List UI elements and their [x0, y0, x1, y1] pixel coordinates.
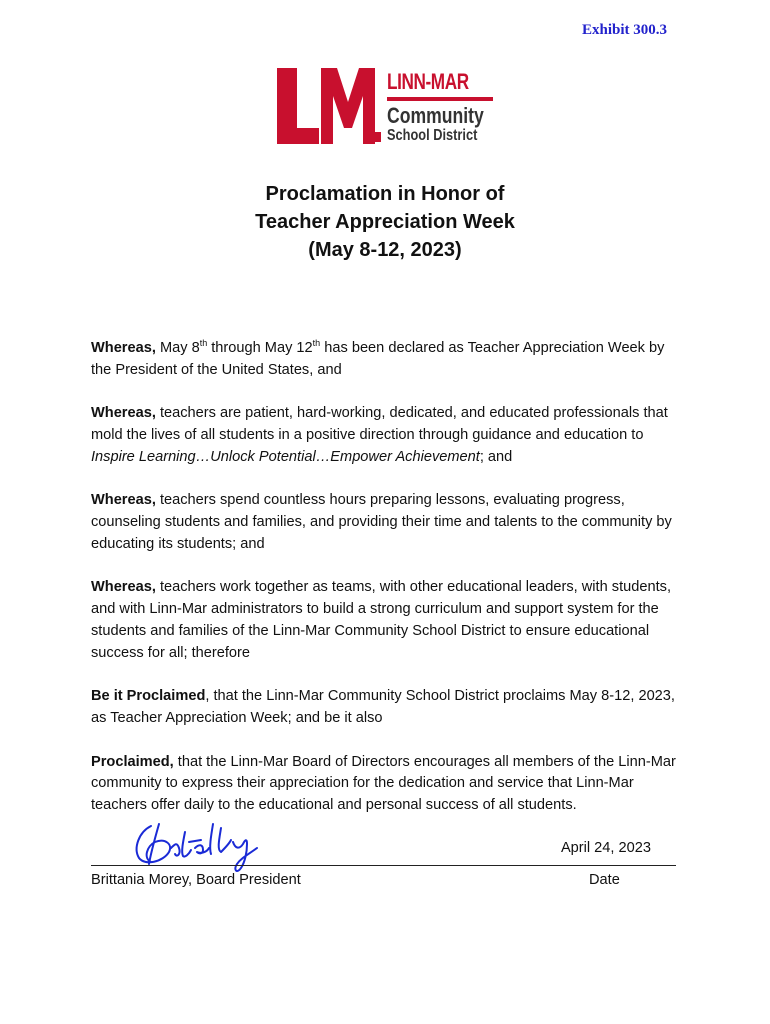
logo-text-school-district: School District	[387, 127, 478, 144]
motto-text: Inspire Learning…Unlock Potential…Empower Achievement	[91, 448, 480, 465]
paragraph-text: teachers are patient, hard-working, dedicated, and educated professionals that mold the lives of all students in a positive direction through guidance and education to	[91, 405, 668, 443]
superscript: th	[199, 338, 208, 348]
paragraph-text: through May 12	[207, 339, 313, 356]
lead-word: Whereas,	[91, 339, 156, 356]
paragraph-text: that the Linn-Mar Board of Directors encourages all members of the Linn-Mar community to express their appreciation for the dedication and service that Linn-Mar teachers offer daily to the educational and personal success of all students.	[91, 753, 676, 814]
paragraph-text: teachers spend countless hours preparing lessons, evaluating progress, counseling students and families, and providing their time and talents to the community by educating its students; and	[91, 492, 672, 552]
signature-date: April 24, 2023	[560, 840, 651, 856]
proclamation-title	[0, 180, 770, 264]
proclamation-body	[91, 333, 681, 839]
paragraph-text: May 8	[155, 339, 200, 356]
title-line-2: Teacher Appreciation Week	[255, 211, 515, 233]
lead-word: Whereas,	[91, 492, 156, 509]
title-line-3: (May 8-12, 2023)	[308, 239, 462, 261]
title-line-1: Proclamation in Honor of	[265, 183, 505, 205]
paragraph-whereas-2	[91, 403, 681, 468]
paragraph-be-it-proclaimed	[91, 686, 681, 729]
lm-monogram-logo	[275, 66, 383, 146]
lead-word: Proclaimed,	[91, 753, 174, 770]
district-logo	[275, 66, 497, 148]
paragraph-text: has been declared as Teacher Appreciation Week by the President of the United States, and	[91, 339, 665, 378]
date-label: Date	[589, 872, 620, 888]
signer-name: Brittania Morey, Board President	[91, 872, 301, 888]
lead-word: Be it Proclaimed	[91, 688, 206, 705]
superscript: th	[312, 338, 321, 348]
signature-block	[91, 820, 676, 900]
signature-line	[91, 865, 676, 866]
paragraph-proclaimed	[91, 752, 681, 817]
paragraph-whereas-1	[91, 333, 681, 381]
paragraph-text: ; and	[479, 448, 513, 465]
paragraph-text: teachers work together as teams, with other educational leaders, with students, and with Linn-Mar administrators to build a strong curriculum and support system for the students and families of the Linn-Mar Community School District to ensure educational success for all; therefore	[91, 579, 671, 661]
logo-text-community: Community	[387, 103, 484, 128]
lead-word: Whereas,	[91, 579, 156, 596]
paragraph-whereas-3	[91, 490, 681, 555]
paragraph-text: , that the Linn-Mar Community School District proclaims May 8-12, 2023, as Teacher Appreciation Week; and be it also	[91, 688, 675, 726]
logo-text-linn-mar: LINN-MAR	[387, 69, 469, 94]
exhibit-label: Exhibit 300.3	[581, 22, 667, 38]
logo-rule	[387, 97, 493, 101]
lead-word: Whereas,	[91, 405, 156, 422]
paragraph-whereas-4	[91, 577, 681, 664]
